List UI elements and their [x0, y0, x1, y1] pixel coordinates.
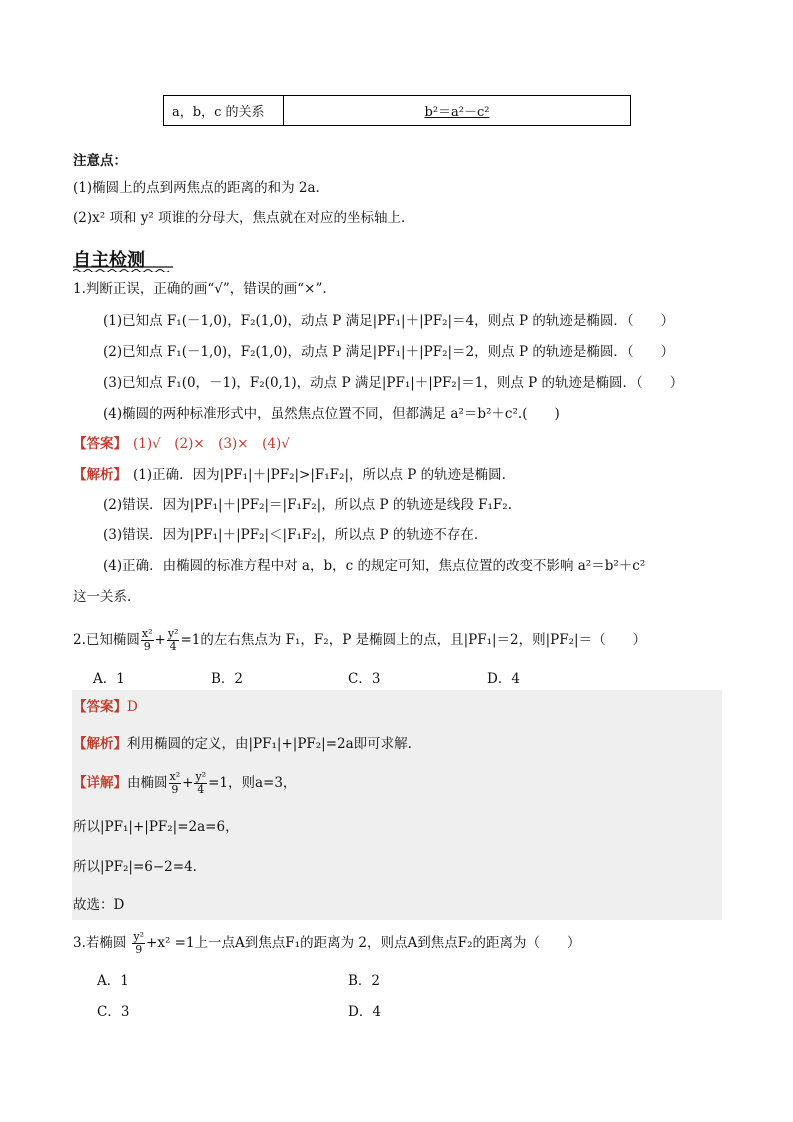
q1-analysis-2: (2)错误．因为|PF₁|＋|PF₂|＝|F₁F₂|，所以点 P 的轨迹是线段 F₁F₂.: [103, 497, 513, 513]
q1-stem: 1.判断正误，正确的画“√”，错误的画“×”.: [73, 281, 327, 297]
q1-item-1: (1)已知点 F₁(－1,0)，F₂(1,0)，动点 P 满足|PF₁|＋|PF₂|＝4，则点 P 的轨迹是椭圆．（ ）: [103, 313, 675, 329]
heading-underline-decoration: [73, 266, 173, 272]
q2-frac-y: $\frac{\text{y²}}{4}$: [167, 627, 179, 653]
relation-label: a，b，c 的关系: [164, 96, 284, 126]
q1-item-3: (3)已知点 F₁(0，－1)，F₂(0,1)，动点 P 满足|PF₁|＋|PF₂|＝1，则点 P 的轨迹是椭圆．（ ）: [103, 375, 684, 391]
q2-analysis: 【解析】利用椭圆的定义，由|PF₁|+|PF₂|=2a即可求解.: [73, 736, 412, 752]
q1-analysis-1: 【解析】 (1)正确．因为|PF₁|＋|PF₂|>|F₁F₂|，所以点 P 的轨迹是椭圆.: [73, 467, 506, 483]
relation-table: [163, 95, 631, 126]
q1-answer-value: (1)√ (2)× (3)× (4)√: [133, 436, 290, 452]
q2-option-d[interactable]: D．4: [487, 671, 520, 687]
q3-frac-y: $\frac{\text{y²}}{9}$: [133, 930, 145, 956]
q2-step-2: 所以|PF₂|=6−2=4.: [73, 859, 197, 875]
q1-analysis-5: 这一关系.: [73, 589, 132, 605]
q1-analysis-4: (4)正确．由椭圆的标准方程中对 a，b，c 的规定可知，焦点位置的改变不影响 a²＝b²＋c²: [103, 558, 646, 574]
notes-title: 注意点：: [73, 153, 127, 169]
q3-option-c[interactable]: C．3: [97, 1004, 130, 1020]
q1-item-4: (4)椭圆的两种标准形式中，虽然焦点位置不同，但都满足 a²＝b²＋c².( ): [103, 406, 560, 422]
q2-solution-box: [72, 690, 722, 920]
q3-option-b[interactable]: B．2: [348, 973, 381, 989]
q2-frac-x: $\frac{\text{x²}}{9}$: [141, 627, 153, 653]
q1-analysis-3: (3)错误．因为|PF₁|＋|PF₂|＜|F₁F₂|，所以点 P 的轨迹不存在.: [103, 527, 479, 543]
q3-option-a[interactable]: A．1: [97, 973, 129, 989]
q2-conclusion: 故选：D: [73, 897, 125, 913]
q1-analysis-tag: 【解析】: [73, 467, 127, 483]
q2-option-c[interactable]: C．3: [348, 671, 381, 687]
q2-answer: 【答案】D: [73, 699, 138, 715]
relation-value: b²＝a²－c²: [284, 96, 631, 126]
q2-option-b[interactable]: B．2: [211, 671, 244, 687]
q1-item-2: (2)已知点 F₁(－1,0)，F₂(1,0)，动点 P 满足|PF₁|＋|PF₂|＝2，则点 P 的轨迹是椭圆．（ ）: [103, 344, 675, 360]
note-2: (2)x² 项和 y² 项谁的分母大，焦点就在对应的坐标轴上．: [73, 210, 415, 226]
q3-stem: 3.若椭圆 $\frac{\text{y²}}{9}$ +x² =1上一点A到焦点F₁的距离为 2，则点A到焦点F₂的距离为（ ）: [73, 930, 581, 956]
q1-answer-tag: 【答案】: [73, 436, 127, 452]
q3-option-d[interactable]: D．4: [348, 1004, 381, 1020]
q2-stem: 2.已知椭圆 $\frac{\text{x²}}{9}$ + $\frac{\text{y²}}{4}$ =1的左右焦点为 F₁，F₂，P 是椭圆上的点，且|PF₁|＝2，则|PF₂|＝（ ）: [73, 627, 647, 653]
note-1: (1)椭圆上的点到两焦点的距离的和为 2a.: [73, 180, 320, 196]
q1-answer: [73, 435, 290, 453]
q2-option-a[interactable]: A．1: [93, 671, 125, 687]
section-title: 自主检测: [73, 250, 145, 271]
q2-step-1: 所以|PF₁|+|PF₂|=2a=6，: [73, 819, 239, 835]
q2-detail: 【详解】由椭圆 $\frac{\text{x²}}{9}$ + $\frac{\text{y²}}{4}$ =1，则a=3，: [73, 770, 297, 796]
